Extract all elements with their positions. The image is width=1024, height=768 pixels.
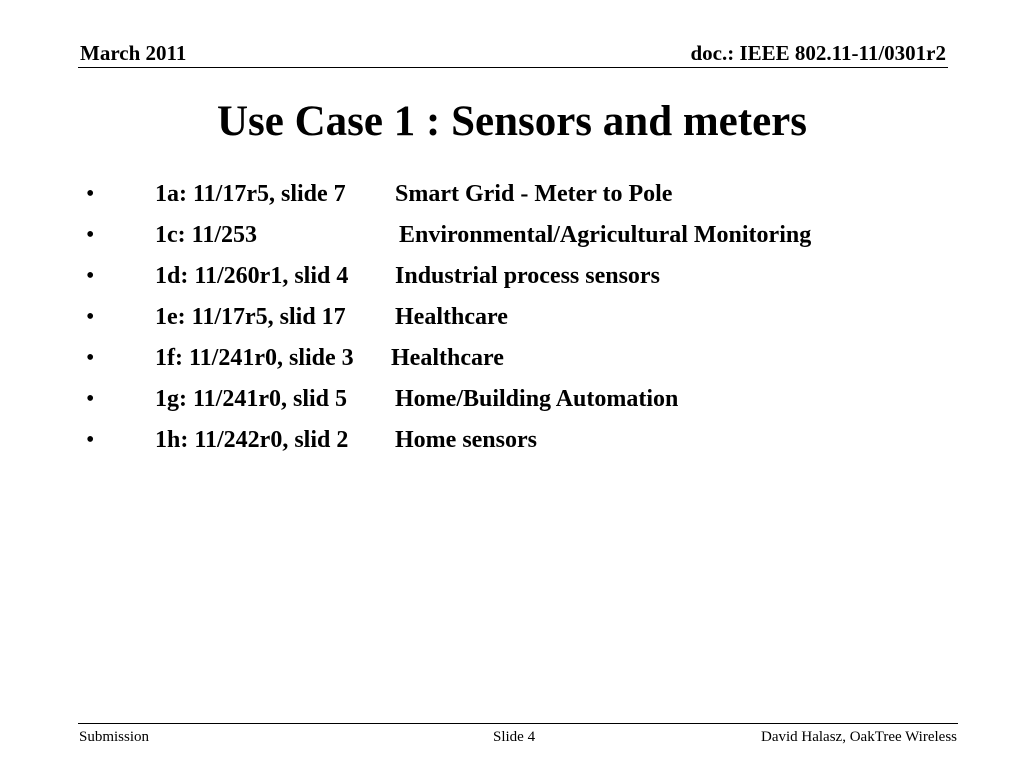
footer-slide-number: Slide 4 xyxy=(493,729,536,745)
bullet-description: Home sensors xyxy=(395,427,537,453)
bullet-dot-icon: • xyxy=(86,222,95,248)
bullet-description: Home/Building Automation xyxy=(395,386,679,412)
bullet-description: Industrial process sensors xyxy=(395,263,660,289)
bullet-reference: 1h: 11/242r0, slid 2 xyxy=(155,427,349,453)
bullet-description: Healthcare xyxy=(391,345,504,371)
bullet-reference: 1g: 11/241r0, slid 5 xyxy=(155,386,348,412)
bullet-reference: 1c: 11/253 xyxy=(155,222,257,248)
bullet-dot-icon: • xyxy=(86,345,95,371)
bullet-description: Healthcare xyxy=(395,304,508,330)
footer-divider xyxy=(78,723,958,724)
bullet-dot-icon: • xyxy=(86,181,95,207)
slide-title: Use Case 1 : Sensors and meters xyxy=(217,98,807,145)
bullet-reference: 1f: 11/241r0, slide 3 xyxy=(155,345,354,371)
bullet-dot-icon: • xyxy=(86,263,95,289)
bullet-description: Smart Grid - Meter to Pole xyxy=(395,181,673,207)
bullet-dot-icon: • xyxy=(86,386,95,412)
header-divider xyxy=(78,67,948,68)
header-doc-id: doc.: IEEE 802.11-11/0301r2 xyxy=(690,41,946,65)
bullet-reference: 1e: 11/17r5, slid 17 xyxy=(155,304,346,330)
header-date: March 2011 xyxy=(80,41,187,65)
bullet-dot-icon: • xyxy=(86,427,95,453)
bullet-reference: 1a: 11/17r5, slide 7 xyxy=(155,181,346,207)
bullet-reference: 1d: 11/260r1, slid 4 xyxy=(155,263,349,289)
bullet-description: Environmental/Agricultural Monitoring xyxy=(399,222,812,248)
bullet-dot-icon: • xyxy=(86,304,95,330)
footer-submission: Submission xyxy=(79,729,150,745)
footer-author: David Halasz, OakTree Wireless xyxy=(760,729,957,745)
